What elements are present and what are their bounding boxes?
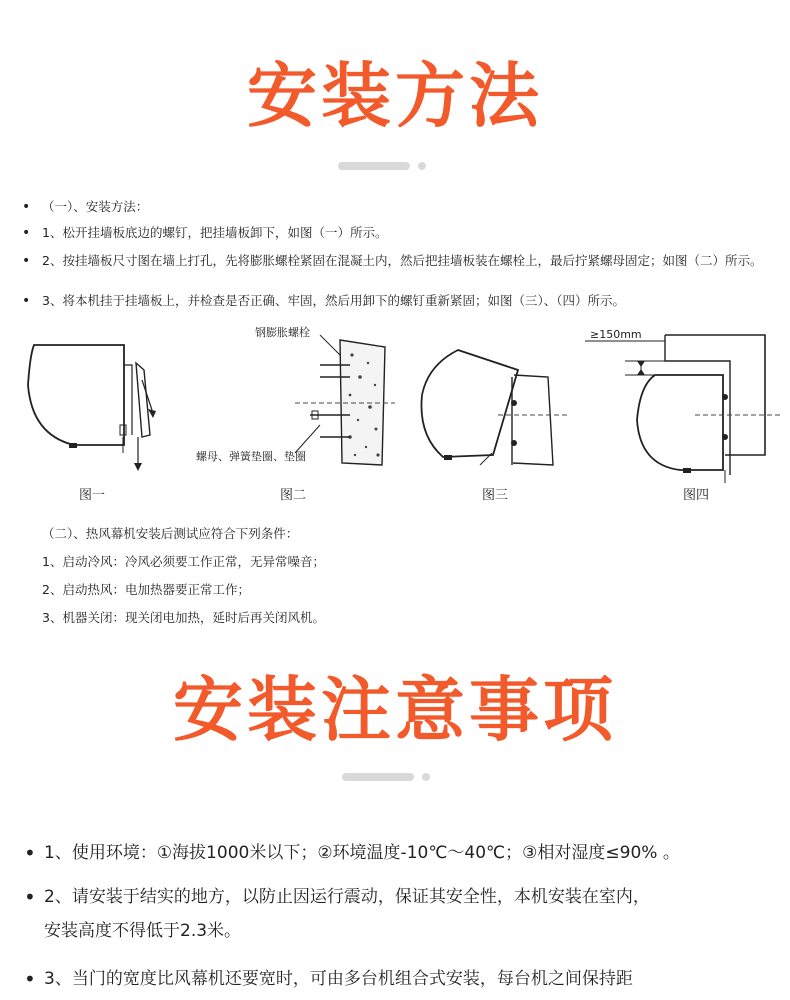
section-title-install-method: 安装方法 bbox=[247, 55, 543, 137]
figure-4-diagram bbox=[585, 325, 785, 485]
figure-2-label: 图二 bbox=[279, 488, 306, 503]
bolt-annotation: 钢膨胀螺栓 bbox=[255, 326, 310, 339]
figure-1-diagram bbox=[24, 325, 174, 475]
section-title-install-notes: 安装注意事项 bbox=[173, 669, 617, 751]
list-item: 3、机器关闭：现关闭电加热，延时后再关闭风机。 bbox=[42, 610, 325, 625]
list-item: • 1、松开挂墙板底边的螺钉，把挂墙板卸下，如图（一）所示。 bbox=[22, 225, 388, 241]
figure-4-label: 图四 bbox=[682, 488, 709, 503]
list-item: • 2、请安装于结实的地方，以防止因运行震动，保证其安全性，本机安装在室内， bbox=[24, 885, 650, 909]
install-notes-list bbox=[22, 838, 782, 994]
figure-1-label: 图一 bbox=[78, 488, 105, 503]
list-item: 2、启动热风：电加热器要正常工作； bbox=[42, 582, 250, 597]
list-item: • 2、按挂墙板尺寸图在墙上打孔，先将膨胀螺栓紧固在混凝土内，然后把挂墙板装在螺栓上，最后拧紧螺母固定；如图（二）所示。 bbox=[22, 253, 763, 269]
list-item-continuation: 安装高度不得低于2.3米。 bbox=[44, 921, 242, 941]
list-item: • 3、将本机挂于挂墙板上，并检查是否正确、牢固，然后用卸下的螺钉重新紧固；如图（三）、（四）所示。 bbox=[22, 293, 625, 309]
nut-annotation: 螺母、弹簧垫圈、垫圈 bbox=[196, 450, 306, 463]
conditions-heading: （二）、热风幕机安装后测试应符合下列条件： bbox=[42, 526, 299, 541]
figure-3-label: 图三 bbox=[481, 488, 508, 503]
list-item: • （一）、安装方法： bbox=[22, 199, 149, 215]
list-item: • 3、当门的宽度比风幕机还要宽时，可由多台机组合式安装，每台机之间保持距 bbox=[24, 967, 633, 991]
test-conditions-list bbox=[42, 525, 325, 637]
distance-annotation: ≥150mm bbox=[590, 328, 642, 341]
list-item: 1、启动冷风：冷风必须要工作正常，无异常噪音； bbox=[42, 554, 325, 569]
figure-3-diagram bbox=[418, 325, 588, 475]
list-item: • 1、使用环境：①海拔1000米以下；②环境温度-10℃～40℃；③相对湿度≤90% 。 bbox=[24, 841, 680, 865]
install-steps-list bbox=[20, 198, 780, 310]
